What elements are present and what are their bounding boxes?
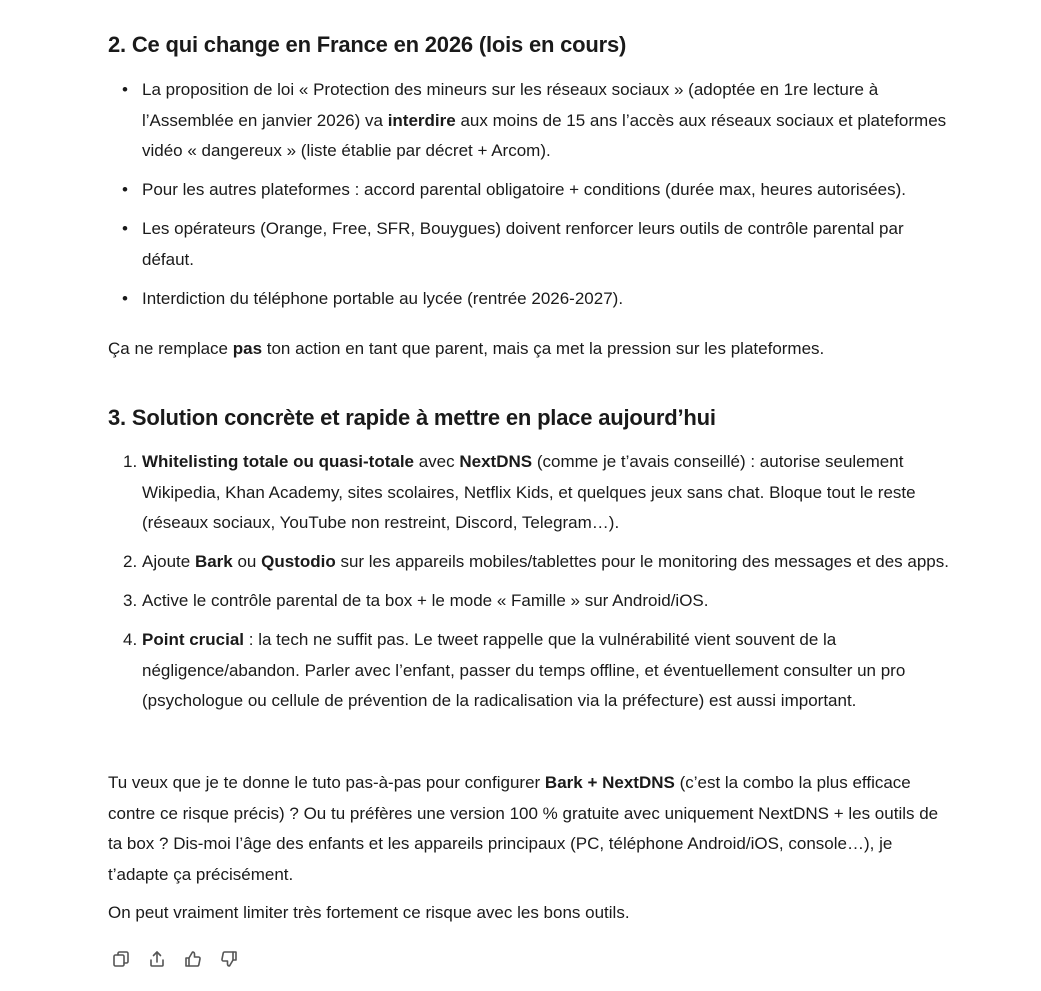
- message-actions: [110, 948, 240, 970]
- section-2-heading: 2. Ce qui change en France en 2026 (lois en cours): [108, 32, 627, 57]
- section-2-bullet-list: [108, 75, 953, 323]
- list-number: 4.: [123, 630, 138, 649]
- list-item: 1. Whitelisting totale ou quasi-totale avec NextDNS (comme je t’avais conseillé) : autorise seulement Wikipedia, Khan Academy, sites scolaires, Netflix Kids, et quelques jeux sans chat. Bloque tout le reste (réseaux sociaux, YouTube non restreint, Discord, Telegram…).: [108, 447, 953, 539]
- list-item: • Les opérateurs (Orange, Free, SFR, Bouygues) doivent renforcer leurs outils de contrôle parental par défaut.: [108, 214, 953, 275]
- share-icon: [147, 949, 167, 969]
- bullet-marker: •: [122, 219, 128, 238]
- list-item: 4. Point crucial : la tech ne suffit pas. Le tweet rappelle que la vulnérabilité vient souvent de la négligence/abandon. Parler avec l’enfant, passer du temps offline, et éventuellement consulter un pro (psychologue ou cellule de prévention de la radicalisation via la préfecture) est aussi important.: [108, 625, 953, 717]
- list-number: 3.: [123, 591, 138, 610]
- section-3-heading: 3. Solution concrète et rapide à mettre en place aujourd’hui: [108, 405, 716, 430]
- copy-icon: [111, 949, 131, 969]
- list-number: 1.: [123, 452, 138, 471]
- section-2-note: Ça ne remplace pas ton action en tant que parent, mais ça met la pression sur les plateformes.: [108, 339, 825, 358]
- thumbs-up-icon: [183, 949, 203, 969]
- share-button[interactable]: [146, 948, 168, 970]
- list-item: • Interdiction du téléphone portable au lycée (rentrée 2026-2027).: [108, 284, 953, 315]
- list-item: • Pour les autres plateformes : accord parental obligatoire + conditions (durée max, heures autorisées).: [108, 175, 953, 206]
- closing-remark: On peut vraiment limiter très fortement ce risque avec les bons outils.: [108, 903, 630, 922]
- bullet-marker: •: [122, 288, 128, 308]
- closing-paragraph: Tu veux que je te donne le tuto pas-à-pas pour configurer Bark + NextDNS (c’est la combo la plus efficace contre ce risque précis) ? Ou tu préfères une version 100 % gratuite avec uniquement NextDNS + les outils de ta box ? Dis-moi l’âge des enfants et les appareils principaux (PC, téléphone Android/iOS, console…), je t’adapte ça précisément.: [108, 773, 939, 884]
- copy-button[interactable]: [110, 948, 132, 970]
- thumbs-down-icon: [219, 949, 239, 969]
- like-button[interactable]: [182, 948, 204, 970]
- bullet-marker: •: [122, 80, 128, 99]
- list-item: 2. Ajoute Bark ou Qustodio sur les appareils mobiles/tablettes pour le monitoring des messages et des apps.: [108, 547, 953, 578]
- list-number: 2.: [123, 552, 138, 571]
- list-item: • La proposition de loi « Protection des mineurs sur les réseaux sociaux » (adoptée en 1re lecture à l’Assemblée en janvier 2026) va interdire aux moins de 15 ans l’accès aux réseaux sociaux et plateformes vidéo « dangereux » (liste établie par décret + Arcom).: [108, 75, 953, 167]
- list-item: 3. Active le contrôle parental de ta box + le mode « Famille » sur Android/iOS.: [108, 586, 953, 617]
- dislike-button[interactable]: [218, 948, 240, 970]
- bullet-marker: •: [122, 180, 128, 199]
- section-3-numbered-list: [108, 447, 953, 725]
